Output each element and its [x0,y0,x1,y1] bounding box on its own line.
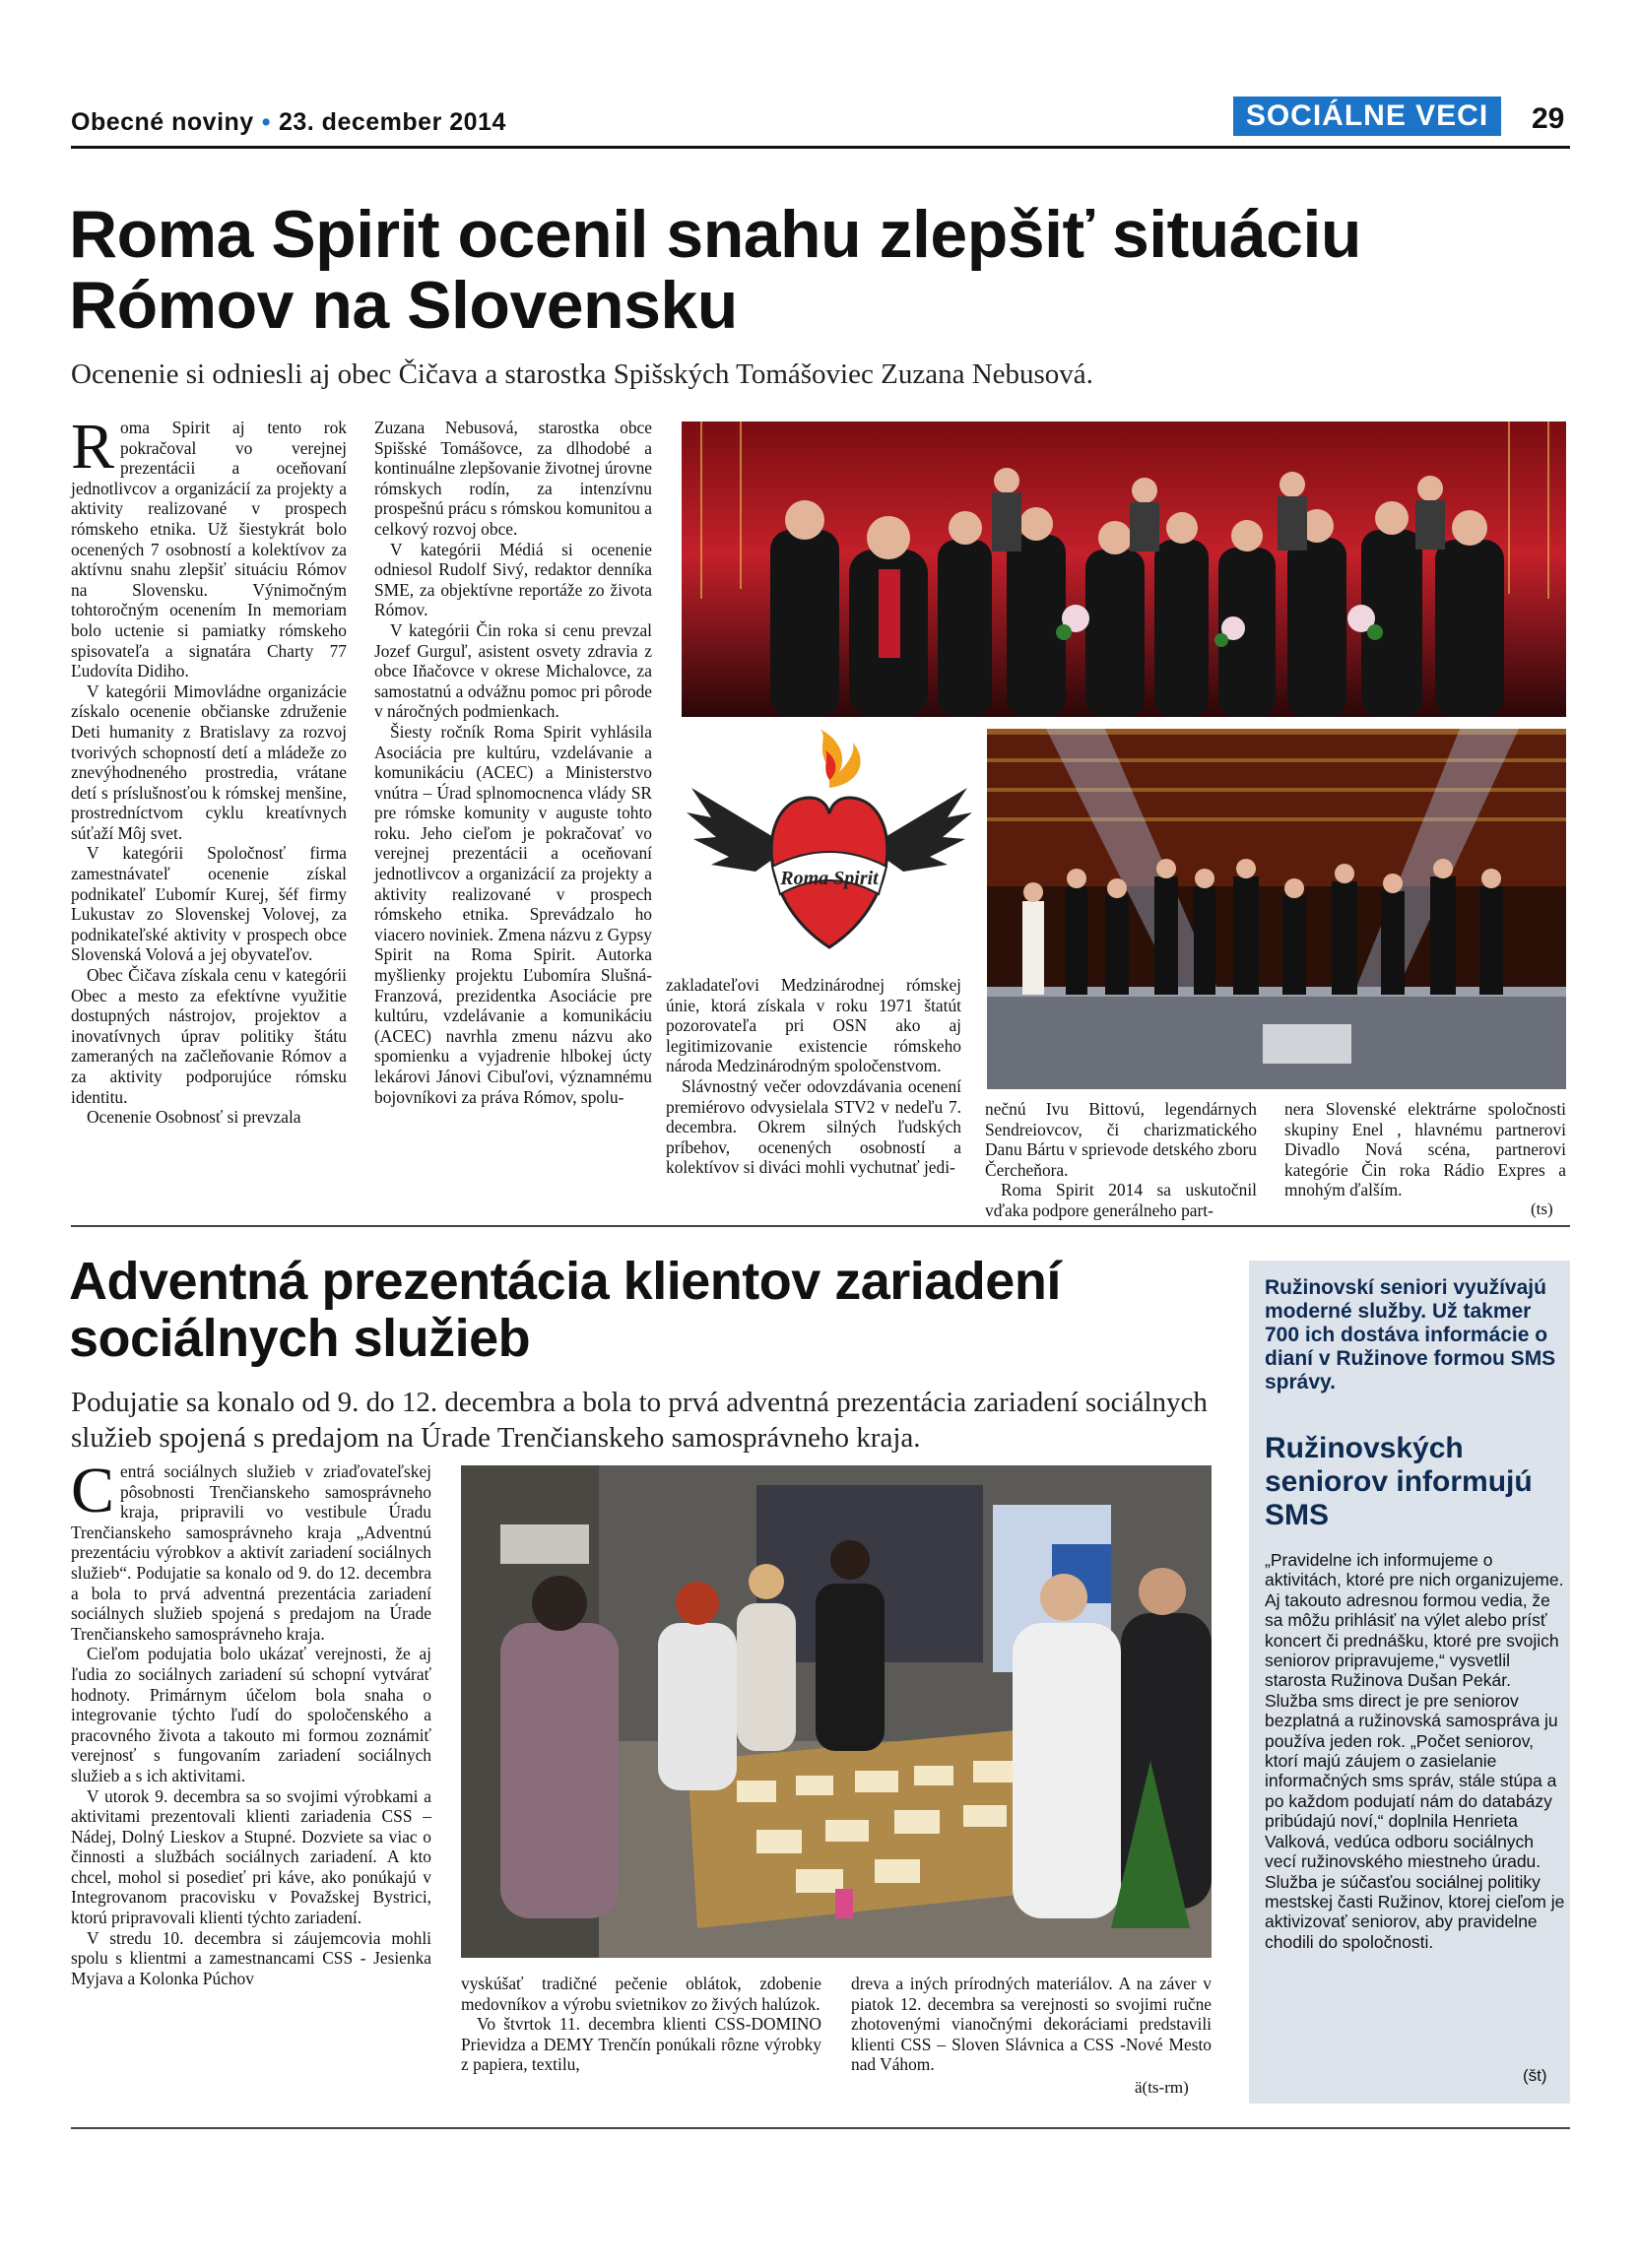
sidebar-signature: (št) [1523,2066,1547,2085]
article2-column-3: dreva a iných prírodných materiálov. A na záver v piatok 12. decembra sa verejnosti so svojimi ručne zhotovenými vianočnými dekoráciami predstavili klienti CSS – Sloven Slávnica a CSS -Nové Mesto nad Váhom. [851,1974,1212,2075]
header-rule [71,146,1570,149]
article2-title: Adventná prezentácia klientov zariadení sociálnych služieb [69,1252,1061,1368]
logo-text: Roma Spirit [780,868,879,889]
article1-column-4: nečnú Ivu Bittovú, legendárnych Sendreiovcov, či charizmatického Danu Bártu v sprievode detského zboru Čercheňora. Roma Spirit 2014 sa uskutočnil vďaka podpore generálneho part- [985,1099,1257,1220]
sidebar-body: „Pravidelne ich informujeme o aktivitách, ktoré pre nich organizujeme. Aj takouto adresnou formou vedia, že sa môžu prihlásiť na výlet alebo prísť koncert či prednášku, ktoré pre svojich seniorov pripravujeme,“ vysvetlil starosta Ružinova Dušan Pekár. Služba sms direct je pre seniorov bezplatná a ružinovská samospráva ju používa jeden rok. „Počet seniorov, ktorí majú záujem o zasielanie informačných sms správ, stále stúpa a po každom podujatí nám do databázy pribúdajú noví,“ doplnila Henrieta Valková, vedúca odboru sociálnych vecí ružinovského miestneho úradu. Služba je súčasťou sociálnej politiky mestskej časti Ružinov, ktorej cieľom je aktivizovať seniorov, aby pravidelne chodili do spoločnosti. [1265,1550,1565,1952]
article-divider [71,1225,1570,1227]
article1-column-1: Roma Spirit aj tento rok pokračoval vo verejnej prezentácii a oceňovaní jednotlivcov a organizácií za projekty a aktivity realizované v prospech rómskeho etnika. Už šiestykrát bolo ocenených 7 osobností a kolektívov za aktívnu snahu zlepšiť situáciu Rómov na Slovensku. Výnimočným tohtoročným ocenením In memoriam bolo uctenie si pamiatky rómskeho spisovateľa a signatára Charty 77 Ľudovíta Didiho. V kategórii Mimovládne organizácie získalo ocenenie občianske združenie Deti humanity z Bratislavy za rozvoj tvorivých schopností detí a mládeže zo znevýhodneného prostredia, vrátane detí s príslušnosťou k rómskej menšine, prostredníctvom cyklu kreatívnych súťaží Môj svet. V kategórii Spoločnosť firma zamestnávateľ ocenenie získal podnikateľ Ľubomír Kurej, šéf firmy Lukustav zo Slovenskej Volovej, za podnikateľské aktivity v prospech obce Slovenská Volová a jej obyvateľov. Obec Čičava získala cenu v kategórii Obec a mesto za efektívne využitie dostupných nástrojov, projektov a inovatívnych úprav politiky štátu zameraných na začleňovanie Rómov a za aktivity podporujúce rómsku identitu. Ocenenie Osobnosť si prevzala [71,411,347,1128]
masthead [71,108,506,137]
article2-column-1: Centrá sociálnych služieb v zriaďovateľskej pôsobnosti Trenčianskeho samosprávneho kraja, pripravili vo vestibule Úradu Trenčianskeho samosprávneho kraja „Adventnú prezentáciu výrobkov a aktivít zariadení sociálnych služieb“. Podujatie sa konalo od 9. do 12. decembra a bola to prvá adventná prezentácia zariadení sociálnych služieb spojená s predajom na Úrade Trenčianskeho samosprávneho kraja. Cieľom podujatia bolo ukázať verejnosti, že aj ľudia zo sociálnych zariadení sú schopní vytvárať hodnoty. Primárnym účelom bola snaha o integrovanie týchto ľudí do spoločenského a pracovného života a takouto mi formou zoznámiť verejnosť s fungovaním zariadení sociálnych služieb a s ich aktivitami. V utorok 9. decembra sa so svojimi výrobkami a aktivitami prezentovali klienti zariadenia CSS – Nádej, Dolný Lieskov a Stupné. Dozviete sa viac o činnosti a službách sociálnych zariadení. A kto chcel, mohol si posedieť pri káve, ako ponúkajú v Integrovanom pracovisku v Považskej Bystrici, ktorú pripravovali klienti týchto zariadení. V stredu 10. decembra si záujemcovia mohli spolu s klientmi a zamestnancami CSS - Jesienka Myjava a Kolonka Púchov [71,1455,431,1988]
sidebar-title: Ružinovských seniorov informujú SMS [1265,1432,1533,1531]
article1-column-5: nera Slovenské elektrárne spoločnosti skupiny Enel , hlavnému partnerovi Divadlo Nová scéna, partnerovi kategórie Čin roka Rádio Expres a mnohým ďalším. [1284,1099,1566,1200]
footer-rule [71,2127,1570,2129]
photo-award-ceremony [682,421,1566,717]
separator-dot: • [261,108,271,136]
dropcap: C [71,1455,115,1526]
photo-advent-presentation [461,1465,1212,1958]
article1-column-3: zakladateľovi Medzinárodnej rómskej únie, ktorá získala v roku 1971 štatút pozorovateľa pri OSN ako aj legitimizovanie existencie rómskeho národa Medzinárodným spoločenstvom. Slávnostný večer odovzdávania ocenení premiérovo odvysielala STV2 v nedeľu 7. decembra. Okrem silných ľudských príbehov, ocenených osobností a kolektívov si diváci mohli vychutnať jedi- [666,975,961,1178]
article2-deck: Podujatie sa konalo od 9. do 12. decembra a bola to prvá adventná prezentácia zariadení sociálnych služieb spojená s predajom na Úrade Trenčianskeho samosprávneho kraja. [71,1387,1208,1454]
roma-spirit-logo [682,729,977,965]
paper-name: Obecné noviny [71,108,254,136]
photo-stage-performance [987,729,1566,1089]
page-number: 29 [1532,102,1565,135]
sidebar-kicker: Ružinovskí seniori využívajú moderné služby. Už takmer 700 ich dostáva informácie o dianí v Ružinove formou SMS správy. [1265,1276,1556,1393]
issue-date: 23. december 2014 [278,108,506,136]
article1-deck: Ocenenie si odniesli aj obec Čičava a starostka Spišských Tomášoviec Zuzana Nebusová. [71,358,1093,390]
article1-column-2: Zuzana Nebusová, starostka obce Spišské Tomášovce, za dlhodobé a kontinuálne zlepšovanie životnej úrovne rómskych rodín, za intenzívnu prospešnú prácu s rómskou komunitou a celkový rozvoj obce. V kategórii Médiá si ocenenie odniesol Rudolf Sivý, redaktor denníka SME, za objektívne reportáže zo života Rómov. V kategórii Čin roka si cenu prevzal Jozef Gurguľ, asistent osvety zdravia z obce Iňačovce v okrese Michalovce, za samostatnú a odvážnu pomoc pri pôrode v náročných podmienkach. Šiesty ročník Roma Spirit vyhlásila Asociácia pre kultúru, vzdelávanie a komunikáciu (ACEC) a Ministerstvo vnútra – Úrad splnomocnenca vlády SR pre rómske komunity v auguste tohto roku. Jeho cieľom je pokračovať vo verejnej prezentácii a oceňovaní jednotlivcov a organizácií za projekty a aktivity realizované v prospech rómskeho etnika. Sprevádzalo ho viacero noviniek. Zmena názvu z Gypsy Spirit na Roma Spirit. Autorka myšlienky projektu Ľubomíra Slušná-Franzová, prezidentka Asociácie pre kultúru, vzdelávanie a komunikáciu (ACEC) navrhla zmenu názvu ako spomienku a vyjadrenie hlbokej úcty lekárovi Jánovi Cibuľovi, významnému bojovníkovi za práva Rómov, spolu- [374,418,652,1107]
article1-signature: (ts) [1531,1199,1553,1218]
article1-title: Roma Spirit ocenil snahu zlepšiť situáciu Rómov na Slovensku [69,197,1361,343]
section-tag: SOCIÁLNE VECI [1233,97,1501,136]
article2-column-2: vyskúšať tradičné pečenie oblátok, zdobenie medovníkov a výrobu svietnikov zo živých halúzok. Vo štvrtok 11. decembra klienti CSS-DOMINO Prievidza a DEMY Trenčín ponúkali rôzne výrobky z papiera, textilu, [461,1974,821,2075]
dropcap: R [71,411,115,483]
article2-signature: ä(ts-rm) [1135,2078,1189,2097]
